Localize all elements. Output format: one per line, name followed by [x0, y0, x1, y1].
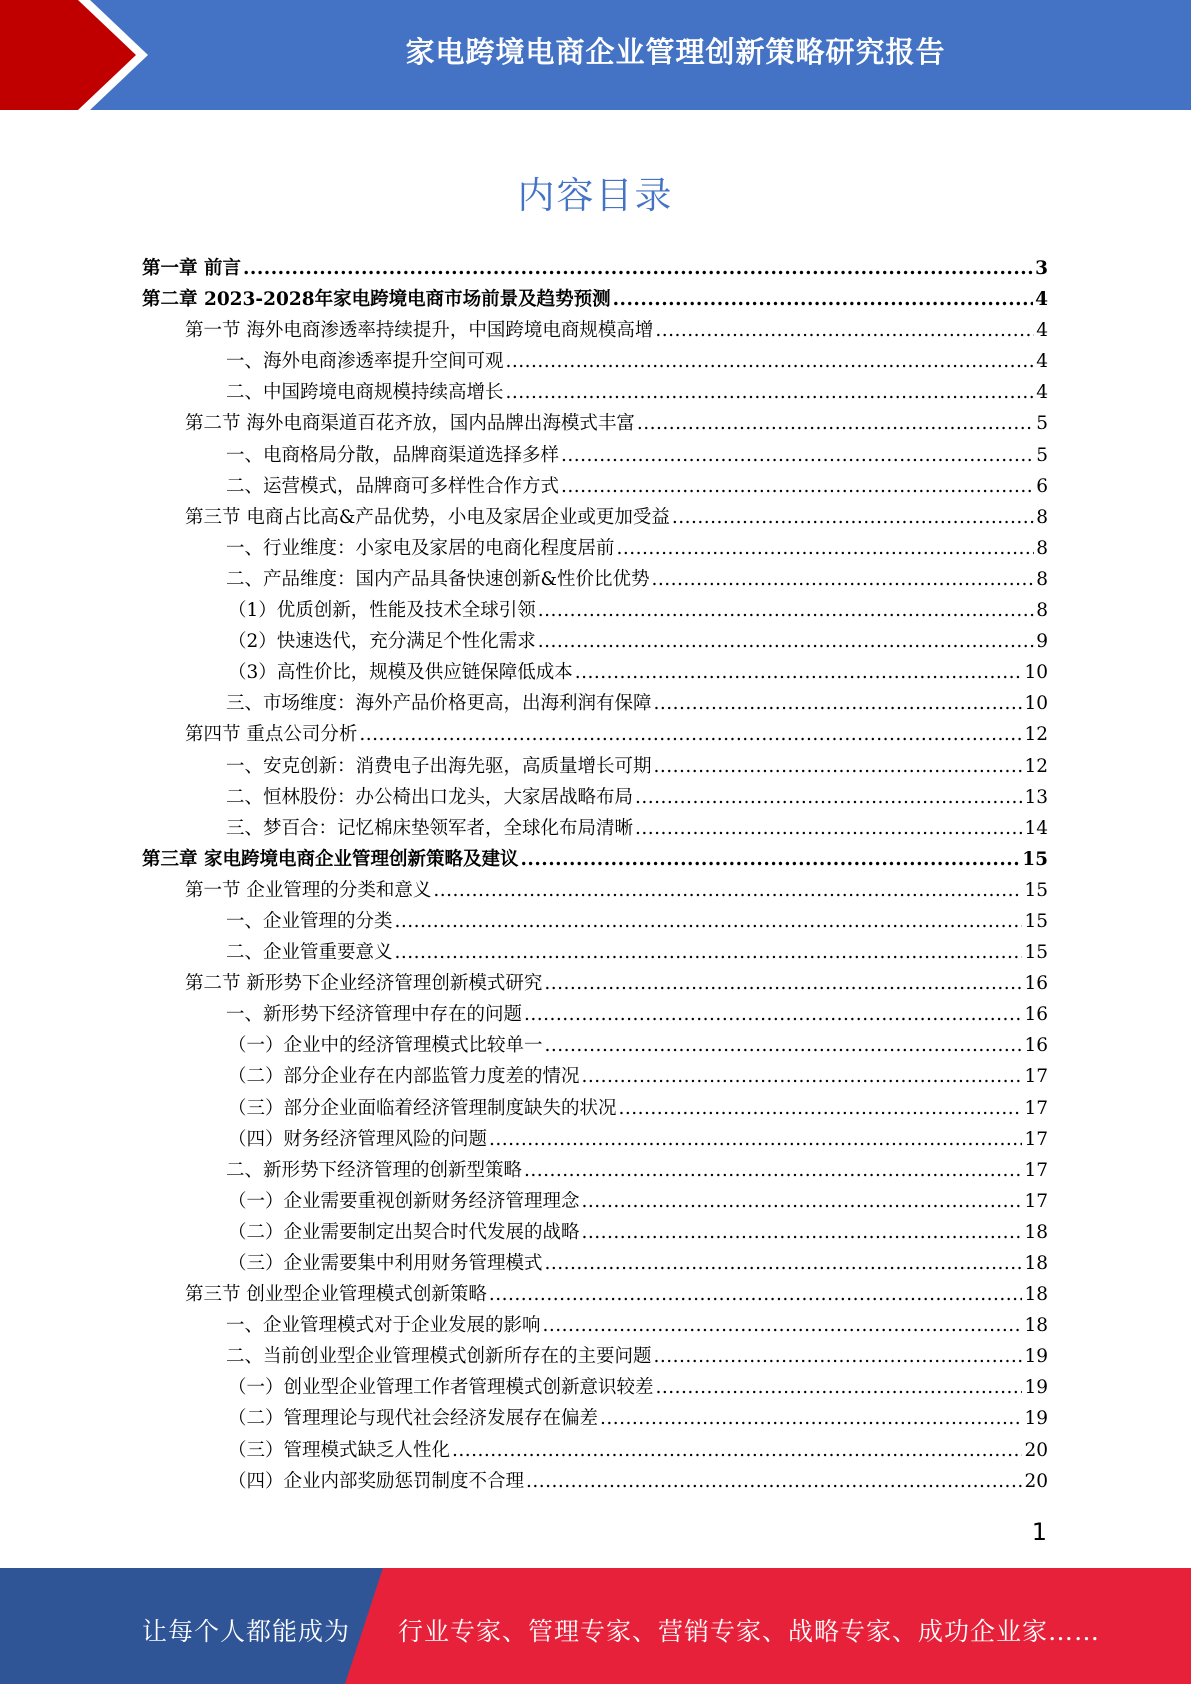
toc-entry[interactable]: [142, 1310, 1048, 1341]
toc-entry-title: （3）高性价比，规模及供应链保障低成本: [228, 662, 573, 684]
toc-entry-title: （一）企业中的经济管理模式比较单一: [228, 1035, 543, 1057]
toc-entry-page: 12: [1024, 724, 1048, 746]
toc-entry[interactable]: [142, 1124, 1048, 1155]
toc-dot-leader: [433, 875, 1022, 906]
toc-entry[interactable]: [142, 1248, 1048, 1279]
toc-heading: 内容目录: [517, 174, 674, 217]
toc-dot-leader: [545, 1030, 1023, 1061]
toc-entry-title: 三、市场维度：海外产品价格更高，出海利润有保障: [226, 693, 652, 715]
toc-entry-page: 14: [1024, 817, 1048, 839]
toc-entry-title: 二、企业管重要意义: [226, 942, 393, 964]
toc-dot-leader: [561, 440, 1034, 471]
toc-dot-leader: [543, 1310, 1023, 1341]
page-number: 1: [1031, 1518, 1047, 1546]
toc-entry-title: （2）快速迭代，充分满足个性化需求: [228, 631, 536, 653]
toc-entry[interactable]: [142, 968, 1048, 999]
toc-dot-leader: [654, 1341, 1023, 1372]
toc-entry-page: 16: [1024, 1035, 1048, 1057]
toc-entry[interactable]: [142, 875, 1048, 906]
toc-entry-title: （四）财务经济管理风险的问题: [228, 1128, 488, 1150]
toc-entry-page: 8: [1036, 506, 1048, 528]
toc-entry[interactable]: [142, 253, 1048, 284]
toc-entry-page: 17: [1024, 1097, 1048, 1119]
toc-entry-page: 4: [1036, 320, 1048, 342]
toc-dot-leader: [656, 1372, 1023, 1403]
toc-entry-title: （四）企业内部奖励惩罚制度不合理: [228, 1470, 525, 1492]
toc-entry[interactable]: [142, 1341, 1048, 1372]
toc-dot-leader: [506, 377, 1035, 408]
toc-entry-page: 16: [1024, 973, 1048, 995]
toc-entry-page: 3: [1035, 258, 1048, 279]
toc-entry[interactable]: [142, 844, 1048, 875]
toc-entry[interactable]: [142, 1403, 1048, 1434]
footer-slogan-left: 让每个人都能成为: [142, 1617, 351, 1646]
toc-entry-page: 15: [1024, 910, 1048, 932]
toc-entry-title: 第一节 企业管理的分类和意义: [185, 879, 432, 901]
toc-entry[interactable]: [142, 626, 1048, 657]
toc-entry[interactable]: [142, 315, 1048, 346]
footer-slogan-right: 行业专家、管理专家、营销专家、战略专家、成功企业家……: [398, 1617, 1101, 1646]
toc-dot-leader: [582, 1217, 1023, 1248]
toc-entry[interactable]: [142, 408, 1048, 439]
toc-dot-leader: [524, 999, 1022, 1030]
toc-entry[interactable]: [142, 1155, 1048, 1186]
toc-entry-title: （一）企业需要重视创新财务经济管理理念: [228, 1190, 580, 1212]
toc-entry-title: 一、企业管理模式对于企业发展的影响: [226, 1315, 541, 1337]
toc-entry-page: 4: [1035, 289, 1048, 311]
toc-entry-title: （二）部分企业存在内部监管力度差的情况: [228, 1066, 580, 1088]
toc-entry[interactable]: [142, 719, 1048, 750]
toc-entry-title: 三、梦百合：记忆棉床垫领军者，全球化布局清晰: [226, 817, 634, 839]
toc-dot-leader: [524, 1155, 1022, 1186]
toc-entry-title: 第一章 前言: [142, 258, 241, 279]
toc-entry-page: 20: [1024, 1470, 1048, 1492]
toc-entry-title: 二、运营模式，品牌商可多样性合作方式: [226, 475, 560, 497]
toc-entry-page: 8: [1036, 537, 1048, 559]
toc-dot-leader: [526, 1466, 1022, 1497]
toc-entry-page: 20: [1024, 1439, 1048, 1461]
toc-entry-title: 第二章 2023-2028年家电跨境电商市场前景及趋势预测: [142, 289, 611, 311]
toc-entry-page: 19: [1024, 1408, 1048, 1430]
toc-entry-page: 4: [1036, 351, 1048, 373]
toc-entry-page: 5: [1036, 444, 1048, 466]
toc-entry-page: 15: [1024, 942, 1048, 964]
toc-dot-leader: [635, 813, 1022, 844]
toc-entry-page: 18: [1024, 1221, 1048, 1243]
toc-dot-leader: [452, 1435, 1022, 1466]
toc-entry[interactable]: [142, 999, 1048, 1030]
toc-entry-page: 16: [1024, 1004, 1048, 1026]
toc-entry-page: 15: [1024, 879, 1048, 901]
toc-dot-leader: [672, 502, 1034, 533]
toc-dot-leader: [582, 1061, 1023, 1092]
toc-entry-title: （1）优质创新，性能及技术全球引领: [228, 600, 536, 622]
toc-dot-leader: [506, 346, 1035, 377]
toc-entry[interactable]: [142, 595, 1048, 626]
toc-entry-title: （三）部分企业面临着经济管理制度缺失的状况: [228, 1097, 617, 1119]
toc-entry-title: 第二节 新形势下企业经济管理创新模式研究: [185, 973, 543, 995]
toc-entry-title: 第三节 创业型企业管理模式创新策略: [185, 1284, 487, 1306]
toc-dot-leader: [654, 751, 1023, 782]
toc-entry[interactable]: [142, 1372, 1048, 1403]
page-header: [0, 0, 1191, 110]
toc-entry-title: 第一节 海外电商渗透率持续提升，中国跨境电商规模高增: [185, 320, 654, 342]
toc-entry-title: 二、新形势下经济管理的创新型策略: [226, 1159, 523, 1181]
header-title: 家电跨境电商企业管理创新策略研究报告: [405, 35, 946, 69]
toc-entry-title: （一）创业型企业管理工作者管理模式创新意识较差: [228, 1377, 654, 1399]
toc-dot-leader: [613, 284, 1034, 315]
toc-entry-page: 17: [1024, 1066, 1048, 1088]
toc-dot-leader: [582, 1186, 1023, 1217]
toc-entry-title: （三）管理模式缺乏人性化: [228, 1439, 451, 1461]
toc-entry[interactable]: [142, 564, 1048, 595]
toc-entry-page: 10: [1024, 693, 1048, 715]
toc-dot-leader: [359, 719, 1022, 750]
toc-dot-leader: [617, 533, 1035, 564]
toc-dot-leader: [637, 408, 1034, 439]
toc-entry-page: 12: [1024, 755, 1048, 777]
toc-entry[interactable]: [142, 1061, 1048, 1092]
toc-entry-page: 18: [1024, 1315, 1048, 1337]
toc-entry[interactable]: [142, 937, 1048, 968]
toc-entry-title: 一、行业维度：小家电及家居的电商化程度居前: [226, 537, 615, 559]
toc-entry-title: 一、新形势下经济管理中存在的问题: [226, 1004, 523, 1026]
toc-entry[interactable]: [142, 1093, 1048, 1124]
toc-dot-leader: [651, 564, 1034, 595]
toc-entry-page: 8: [1036, 568, 1048, 590]
toc-dot-leader: [600, 1403, 1022, 1434]
toc-entry-page: 6: [1036, 475, 1048, 497]
toc-dot-leader: [520, 844, 1020, 875]
toc-entry-title: 第二节 海外电商渠道百花齐放，国内品牌出海模式丰富: [185, 413, 635, 435]
toc-entry[interactable]: [142, 346, 1048, 377]
toc-entry-page: 9: [1036, 631, 1048, 653]
page-footer: [0, 1568, 1191, 1684]
toc-dot-leader: [619, 1093, 1023, 1124]
toc-entry[interactable]: [142, 471, 1048, 502]
toc-entry[interactable]: [142, 688, 1048, 719]
toc-entry-page: 17: [1024, 1128, 1048, 1150]
toc-entry[interactable]: [142, 657, 1048, 688]
toc-entry-title: 第四节 重点公司分析: [185, 724, 358, 746]
toc-dot-leader: [575, 657, 1023, 688]
toc-dot-leader: [395, 937, 1023, 968]
toc-entry-title: 二、中国跨境电商规模持续高增长: [226, 382, 504, 404]
toc-dot-leader: [489, 1124, 1022, 1155]
toc-entry[interactable]: [142, 440, 1048, 471]
toc-dot-leader: [544, 968, 1022, 999]
header-arrow-graphic: [0, 0, 160, 110]
toc-dot-leader: [243, 253, 1033, 284]
toc-dot-leader: [545, 1248, 1023, 1279]
toc-entry-title: 二、恒林股份：办公椅出口龙头，大家居战略布局: [226, 786, 634, 808]
toc-entry[interactable]: [142, 906, 1048, 937]
toc-dot-leader: [654, 688, 1023, 719]
toc-entry-title: 二、当前创业型企业管理模式创新所存在的主要问题: [226, 1346, 652, 1368]
toc-entry-title: （二）企业需要制定出契合时代发展的战略: [228, 1221, 580, 1243]
toc-entry[interactable]: [142, 533, 1048, 564]
toc-entry[interactable]: [142, 1435, 1048, 1466]
toc-entry-page: 17: [1024, 1190, 1048, 1212]
toc-dot-leader: [489, 1279, 1023, 1310]
toc-entry-title: 二、产品维度：国内产品具备快速创新&性价比优势: [226, 568, 650, 590]
toc-entry-title: 一、安克创新：消费电子出海先驱，高质量增长可期: [226, 755, 652, 777]
toc-entry-title: 第三章 家电跨境电商企业管理创新策略及建议: [142, 848, 519, 870]
toc-dot-leader: [538, 626, 1034, 657]
toc-entry-page: 18: [1024, 1253, 1048, 1274]
toc-entry[interactable]: [142, 1466, 1048, 1497]
toc-entry-page: 5: [1036, 413, 1048, 435]
toc-entry-title: 一、海外电商渗透率提升空间可观: [226, 351, 504, 373]
toc-entry-title: 一、企业管理的分类: [226, 910, 393, 932]
toc-entry[interactable]: [142, 782, 1048, 813]
toc-entry[interactable]: [142, 813, 1048, 844]
toc-entry-page: 10: [1024, 662, 1048, 684]
toc-entry[interactable]: [142, 284, 1048, 315]
toc-dot-leader: [655, 315, 1034, 346]
toc-entry[interactable]: [142, 1030, 1048, 1061]
toc-entry[interactable]: [142, 502, 1048, 533]
toc-entry-title: 第三节 电商占比高&产品优势，小电及家居企业或更加受益: [185, 506, 670, 528]
toc-dot-leader: [561, 471, 1034, 502]
toc-entry[interactable]: [142, 1186, 1048, 1217]
toc-entry-page: 13: [1024, 786, 1048, 808]
toc-entry-title: （三）企业需要集中利用财务管理模式: [228, 1253, 543, 1274]
toc-entry-title: 一、电商格局分散，品牌商渠道选择多样: [226, 444, 560, 466]
toc-dot-leader: [635, 782, 1022, 813]
toc-entry-page: 19: [1024, 1346, 1048, 1368]
toc-entry-page: 17: [1024, 1159, 1048, 1181]
toc-entry-title: （二）管理理论与现代社会经济发展存在偏差: [228, 1408, 599, 1430]
toc-entry[interactable]: [142, 1217, 1048, 1248]
toc-entry[interactable]: [142, 1279, 1048, 1310]
toc-entry-page: 18: [1024, 1284, 1048, 1306]
toc-entry-page: 15: [1022, 848, 1048, 870]
toc-dot-leader: [538, 595, 1034, 626]
toc-entry-page: 4: [1036, 382, 1048, 404]
table-of-contents: [142, 253, 1048, 1497]
toc-entry-page: 8: [1036, 600, 1048, 622]
toc-entry[interactable]: [142, 751, 1048, 782]
toc-dot-leader: [395, 906, 1023, 937]
toc-entry-page: 19: [1024, 1377, 1048, 1399]
toc-entry[interactable]: [142, 377, 1048, 408]
